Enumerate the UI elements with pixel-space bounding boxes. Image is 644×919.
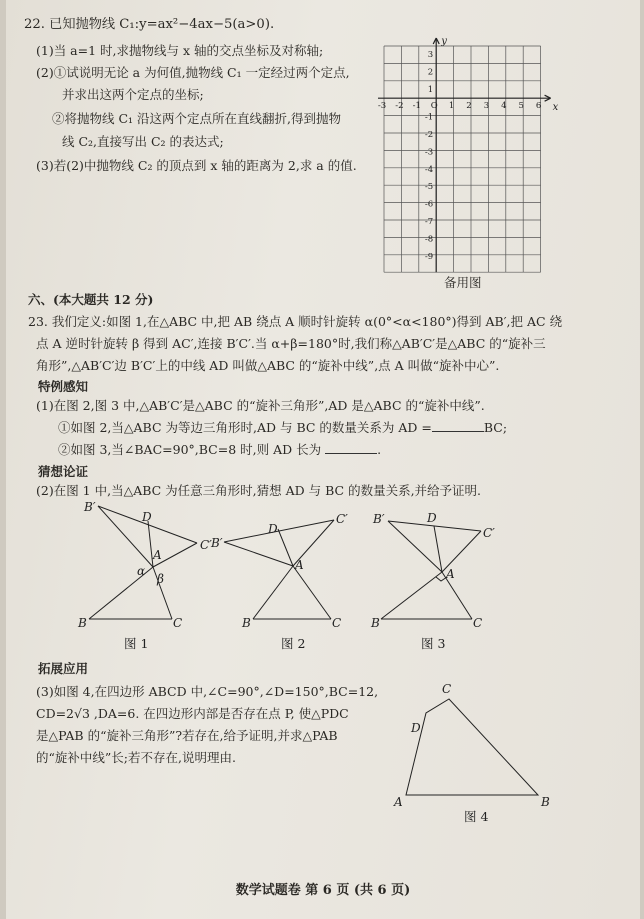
fig2-caption: 图 2	[281, 636, 306, 651]
q22-part2d: 线 C₂,直接写出 C₂ 的表达式;	[62, 134, 224, 149]
section-heading: 六、(本大题共 12 分)	[28, 292, 154, 307]
q22-part2c: ②将抛物线 C₁ 沿这两个定点所在直线翻折,得到抛物	[52, 111, 341, 126]
q23-sub3d: 的“旋补中线”长;若不存在,说明理由.	[36, 750, 236, 765]
fig3-label-d: D	[427, 511, 437, 525]
q23-sub3a: (3)如图 4,在四边形 ABCD 中,∠C=90°,∠D=150°,BC=12,	[36, 684, 379, 699]
fig4-label-d: D	[411, 721, 421, 735]
q23-line3: 角形”,△AB′C′边 B′C′上的中线 AD 叫做△ABC 的“旋补中线”,点 A 叫做“旋补中心”.	[36, 358, 500, 373]
grid-caption: 备用图	[444, 275, 482, 290]
y-tick-label: -1	[424, 112, 434, 123]
fig2-label-a: A	[295, 558, 304, 572]
q23-line2: 点 A 逆时针旋转 β 得到 AC′,连接 B′C′.当 α+β=180°时,我们称△AB′C′是△ABC 的“旋补三	[36, 336, 546, 351]
fig2-label-c: C	[332, 616, 342, 630]
x-tick-label: 4	[501, 101, 507, 112]
y-tick-label: -3	[424, 147, 434, 158]
x-tick-label: 1	[448, 101, 455, 112]
fig4-label-a: A	[394, 795, 403, 809]
heading-special-case: 特例感知	[38, 379, 89, 394]
y-tick-label: 3	[427, 50, 434, 60]
exam-page	[6, 0, 640, 919]
q23-line1: 23. 我们定义:如图 1,在△ABC 中,把 AB 绕点 A 顺时针旋转 α(0°<α<180°)得到 AB′,把 AC 绕	[28, 314, 563, 329]
x-axis-label: x	[552, 102, 559, 114]
x-tick-label: O	[430, 101, 438, 112]
y-tick-label: 2	[427, 67, 434, 78]
q23-sub1b: ②如图 3,当∠BAC=90°,BC=8 时,则 AD 长为 .	[58, 442, 382, 457]
y-tick-label: -2	[424, 130, 434, 140]
fig4-label-b: B	[541, 795, 550, 809]
fig3-label-c: C	[473, 616, 483, 630]
y-tick-label: -7	[424, 217, 434, 227]
coordinate-grid	[6, 0, 640, 300]
fig1-label-d: D	[142, 510, 152, 524]
y-tick-label: -6	[424, 199, 434, 210]
q22-part1: (1)当 a=1 时,求抛物线与 x 轴的交点坐标及对称轴;	[36, 43, 324, 58]
q22-part2b: 并求出这两个定点的坐标;	[62, 87, 204, 102]
fig1-label-alpha: α	[137, 564, 146, 578]
fig3-label-b: B	[371, 616, 380, 630]
fig1-caption: 图 1	[124, 636, 149, 651]
fig1-label-b: B	[78, 616, 87, 630]
q22-part2a: (2)①试说明无论 a 为何值,抛物线 C₁ 一定经过两个定点,	[36, 65, 350, 80]
x-tick-label: 3	[483, 101, 490, 112]
heading-conjecture: 猜想论证	[38, 464, 89, 479]
y-tick-label: -4	[424, 164, 434, 175]
x-tick-label: 2	[466, 101, 472, 112]
page-footer: 数学试题卷 第 6 页 (共 6 页)	[235, 883, 411, 898]
q23-sub2: (2)在图 1 中,当△ABC 为任意三角形时,猜想 AD 与 BC 的数量关系,并给予证明.	[36, 483, 482, 498]
x-tick-label: 6	[535, 101, 542, 112]
x-tick-label: -2	[395, 101, 404, 112]
heading-extension: 拓展应用	[38, 661, 89, 676]
q23-sub3c: 是△PAB 的“旋补三角形”?若存在,给予证明,并求△PAB	[36, 728, 338, 743]
fig3-label-c1: C′	[483, 526, 495, 540]
fig2-label-d: D	[268, 522, 278, 536]
answer-blank-2	[325, 441, 377, 454]
figure-4	[386, 675, 566, 825]
fig1-label-beta: β	[157, 572, 164, 586]
q23-sub3b: CD=2√3 ,DA=6. 在四边形内部是否存在点 P, 使△PDC	[36, 706, 349, 721]
fig2-label-b: B	[242, 616, 251, 630]
q23-sub1a: ①如图 2,当△ABC 为等边三角形时,AD 与 BC 的数量关系为 AD = BC;	[58, 420, 508, 435]
q22-part3: (3)若(2)中抛物线 C₂ 的顶点到 x 轴的距离为 2,求 a 的值.	[36, 158, 357, 173]
fig1-label-b1: B′	[84, 500, 96, 514]
fig1-label-c1: C′	[200, 538, 212, 552]
y-tick-label: 1	[427, 84, 434, 95]
fig2-label-b1: B′	[211, 536, 223, 550]
y-tick-label: -9	[424, 251, 434, 262]
x-tick-label: -3	[377, 101, 387, 112]
x-tick-label: -1	[412, 101, 421, 112]
y-tick-label: -5	[424, 182, 434, 193]
fig1-label-c: C	[173, 616, 183, 630]
fig4-caption: 图 4	[464, 809, 489, 824]
figures-1-3	[6, 495, 640, 665]
answer-blank-1	[432, 419, 484, 432]
fig3-label-a: A	[446, 567, 455, 581]
fig2-label-c1: C′	[336, 512, 348, 526]
q23-sub1: (1)在图 2,图 3 中,△AB′C′是△ABC 的“旋补三角形”,AD 是△ABC 的“旋补中线”.	[36, 398, 485, 413]
fig3-caption: 图 3	[421, 636, 446, 651]
fig1-label-a: A	[153, 548, 162, 562]
fig4-label-c: C	[442, 682, 452, 696]
q22-stem: 22. 已知抛物线 C₁:y=ax²−4ax−5(a>0).	[24, 17, 275, 32]
y-axis-label: y	[441, 36, 447, 47]
fig3-label-b1: B′	[373, 512, 385, 526]
x-tick-label: 5	[518, 101, 524, 112]
y-tick-label: -8	[424, 234, 434, 245]
